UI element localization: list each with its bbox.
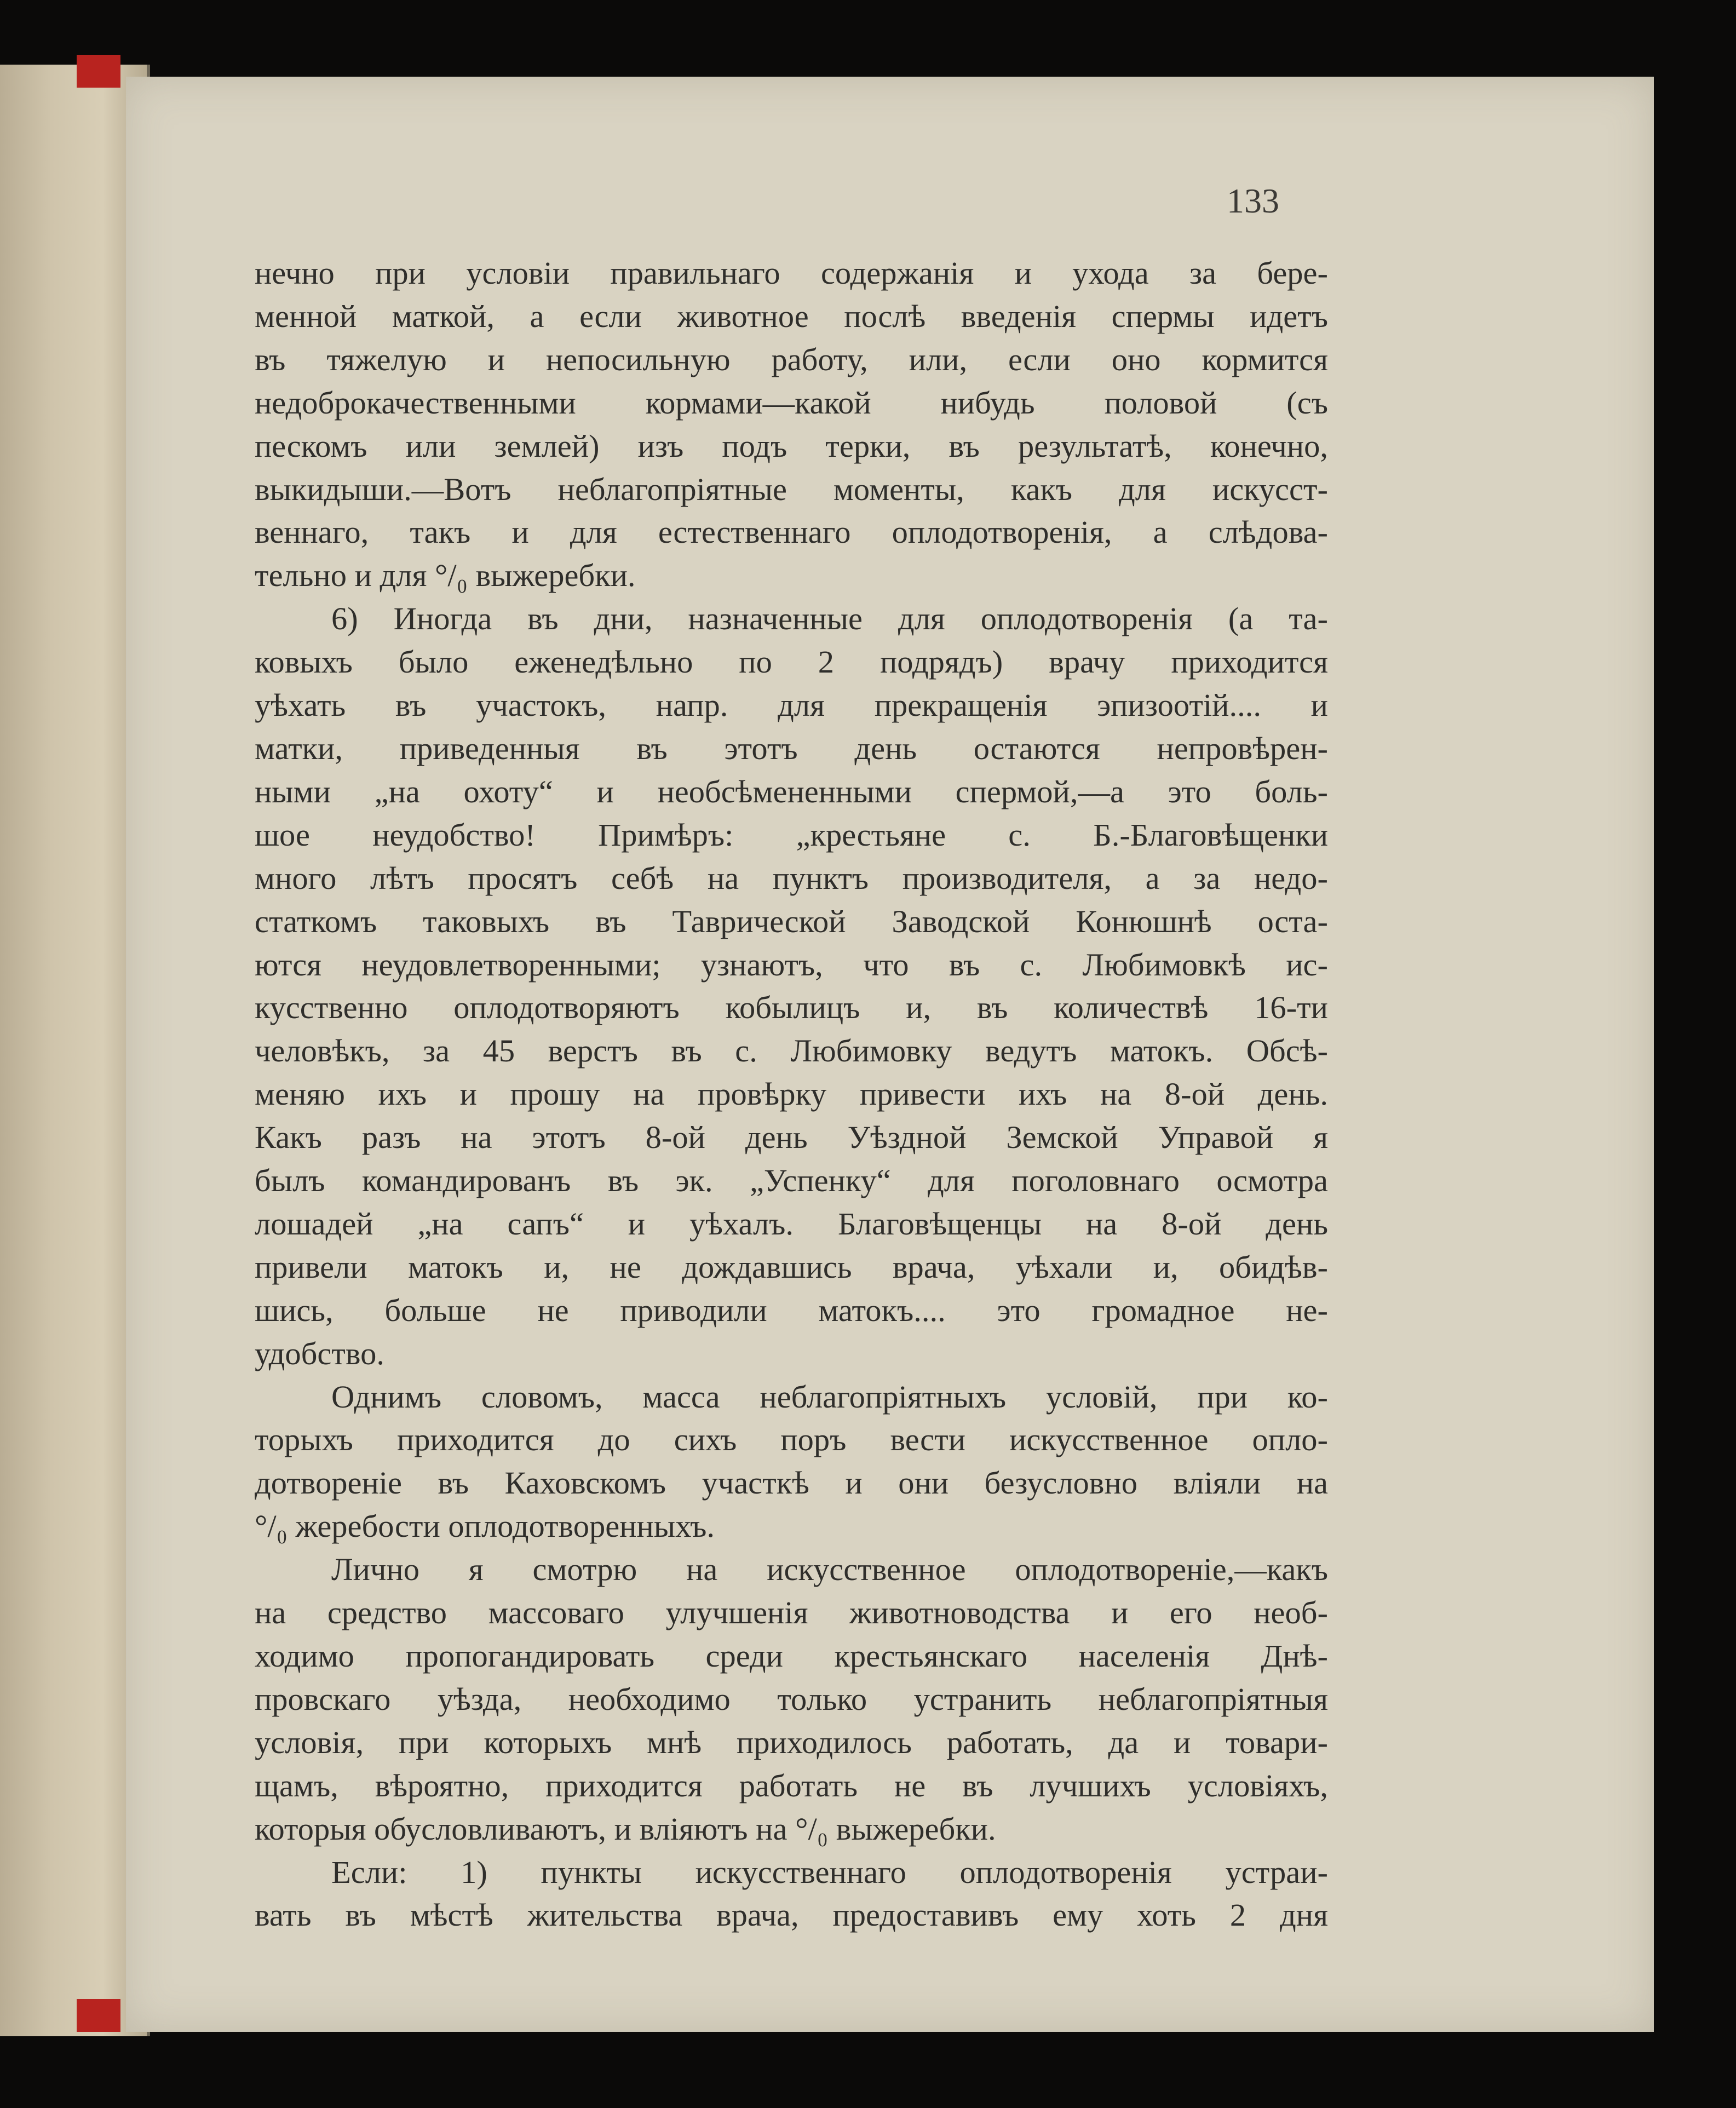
text-line: условія, при которыхъ мнѣ приходилось работать, да и товари-: [255, 1724, 1328, 1760]
text-line: пескомъ или землей) изъ подъ терки, въ результатѣ, конечно,: [255, 428, 1328, 464]
text-line: удобство.: [255, 1335, 384, 1371]
text-line: недоброкачественными кормами—какой нибудь половой (съ: [255, 384, 1328, 421]
text-line: 6) Иногда въ дни, назначенные для оплодотворенія (а та-: [331, 601, 1328, 637]
text-line: ными „на охоту“ и необсѣмененными спермой,—а это боль-: [255, 773, 1328, 809]
text-line: веннаго, такъ и для естественнаго оплодотворенія, а слѣдова-: [255, 514, 1328, 550]
text-line: меняю ихъ и прошу на провѣрку привести ихъ на 8-ой день.: [255, 1076, 1328, 1112]
text-line: торыхъ приходится до сихъ поръ вести искусственное опло-: [255, 1422, 1328, 1458]
text-line: тельно и для °/₀ выжеребки.: [255, 558, 636, 594]
book-binding-bottom: [77, 1999, 120, 2032]
text-line: Какъ разъ на этотъ 8-ой день Уѣздной Земской Управой я: [255, 1119, 1328, 1156]
text-line: менной маткой, а если животное послѣ введенія спермы идетъ: [255, 298, 1328, 334]
text-line: въ тяжелую и непосильную работу, или, если оно кормится: [255, 341, 1328, 377]
book-binding-top: [77, 55, 120, 88]
text-line: выкидыши.—Вотъ неблагопріятные моменты, какъ для искусст-: [255, 471, 1328, 507]
text-line: °/₀ жеребости оплодотворенныхъ.: [255, 1508, 715, 1544]
text-line: шись, больше не приводили матокъ.... это громадное не-: [255, 1292, 1328, 1328]
text-line: Однимъ словомъ, масса неблагопріятныхъ условій, при ко-: [331, 1378, 1328, 1415]
text-line: кусственно оплодотворяютъ кобылицъ и, въ количествѣ 16-ти: [255, 990, 1328, 1026]
text-line: ются неудовлетворенными; узнаютъ, что въ с. Любимовкѣ ис-: [255, 946, 1328, 983]
page-number: 133: [1227, 181, 1279, 220]
text-line: былъ командированъ въ эк. „Успенку“ для поголовнаго осмотра: [255, 1163, 1328, 1199]
text-line: щамъ, вѣроятно, приходится работать не въ лучшихъ условіяхъ,: [255, 1767, 1328, 1803]
text-line: провскаго уѣзда, необходимо только устранить неблагопріятныя: [255, 1681, 1328, 1717]
text-line: Лично я смотрю на искусственное оплодотвореніе,—какъ: [331, 1552, 1328, 1588]
text-line: лошадей „на сапъ“ и уѣхалъ. Благовѣщенцы на 8-ой день: [255, 1205, 1328, 1242]
text-line: привели матокъ и, не дождавшись врача, уѣхали и, обидѣв-: [255, 1249, 1328, 1285]
text-line: вать въ мѣстѣ жительства врача, предоставивъ ему хоть 2 дня: [255, 1897, 1328, 1933]
text-line: Если: 1) пункты искусственнаго оплодотворенія устраи-: [331, 1854, 1328, 1890]
text-line: ходимо пропогандировать среди крестьянскаго населенія Днѣ-: [255, 1638, 1328, 1674]
text-line: шое неудобство! Примѣръ: „крестьяне с. Б.-Благовѣщенки: [255, 817, 1328, 853]
text-line: матки, приведенныя въ этотъ день остаются непровѣрен-: [255, 730, 1328, 766]
text-line: статкомъ таковыхъ въ Таврической Заводской Конюшнѣ оста-: [255, 903, 1328, 939]
text-line: уѣхать въ участокъ, напр. для прекращенія эпизоотій.... и: [255, 687, 1328, 723]
text-line: которыя обусловливаютъ, и вліяютъ на °/₀ выжеребки.: [255, 1811, 996, 1847]
text-line: на средство массоваго улучшенія животноводства и его необ-: [255, 1595, 1328, 1631]
body-text: [255, 252, 1328, 1937]
text-line: нечно при условіи правильнаго содержанія и ухода за бере-: [255, 255, 1328, 291]
text-line: дотвореніе въ Каховскомъ участкѣ и они безусловно вліяли на: [255, 1465, 1328, 1501]
text-line: человѣкъ, за 45 верстъ въ с. Любимовку ведутъ матокъ. Обсѣ-: [255, 1033, 1328, 1069]
text-line: ковыхъ было еженедѣльно по 2 подрядъ) врачу приходится: [255, 644, 1328, 680]
text-line: много лѣтъ просятъ себѣ на пунктъ производителя, а за недо-: [255, 860, 1328, 896]
